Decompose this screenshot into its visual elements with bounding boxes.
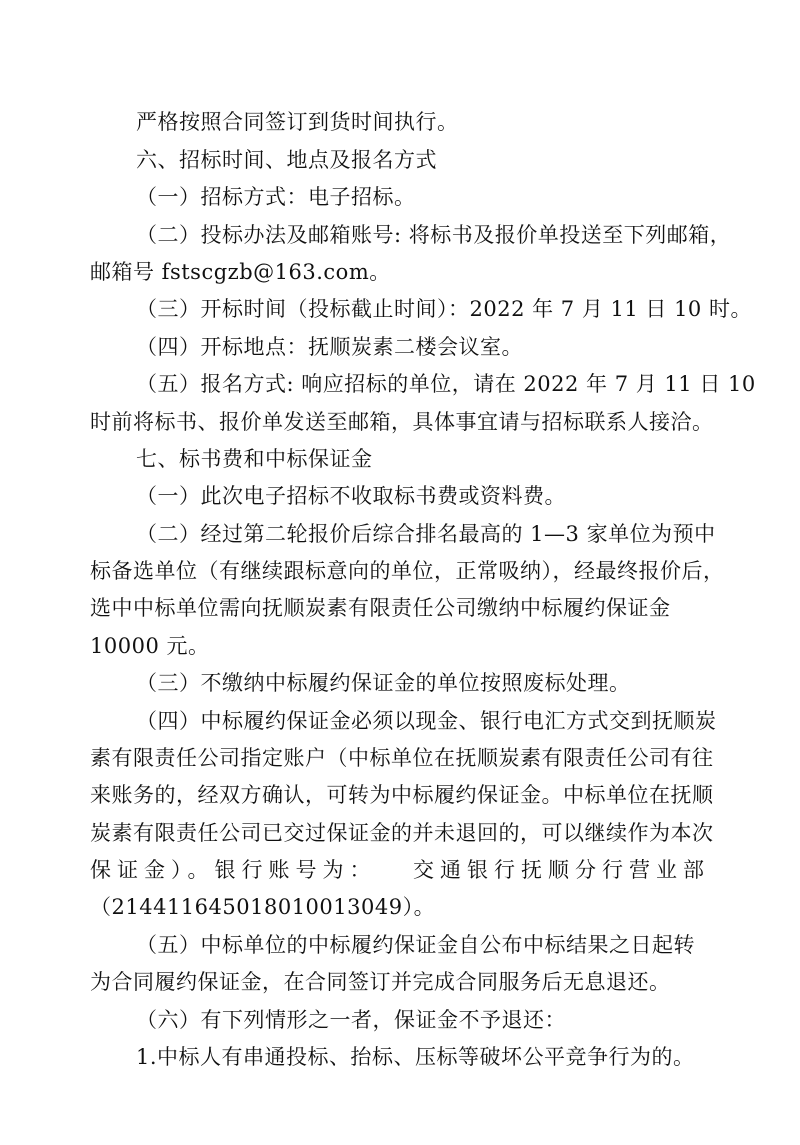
text-line: [90, 856, 710, 884]
section-heading: 六、招标时间、地点及报名方式: [136, 148, 437, 172]
text-line: 邮箱号 fstscgzb@163.com。: [90, 260, 391, 284]
text-line: 来账务的，经双方确认，可转为中标履约保证金。中标单位在抚顺: [90, 783, 714, 807]
text-line: （五）中标单位的中标履约保证金自公布中标结果之日起转: [136, 933, 695, 957]
text-line: （六）有下列情形之一者，保证金不予退还：: [136, 1008, 566, 1032]
text-line: （三）开标时间（投标截止时间）：2022 年 7 月 11 日 10 时。: [136, 297, 752, 321]
text-line: （21441164501801001​3049）。: [90, 895, 436, 919]
text-segment: 交通银行抚顺分行营业部: [413, 858, 710, 882]
text-line: 时前将标书、报价单发送至邮箱，具体事宜请与招标联系人接洽。: [90, 410, 714, 434]
text-line: （四）中标履约保证金必须以现金、银行电汇方式交到抚顺炭: [136, 709, 717, 733]
section-heading: 七、标书费和中标保证金: [136, 447, 373, 471]
text-line: （五）报名方式: 响应招标的单位，请在 2022 年 7 月 11 日 10: [136, 372, 756, 396]
text-line: （四）开标地点：抚顺炭素二楼会议室。: [136, 335, 523, 359]
text-line: （一）招标方式：电子招标。: [136, 185, 416, 209]
text-line: （二）经过第二轮报价后综合排名最高的 1—3 家单位为预中: [136, 522, 716, 546]
text-line: 严格按照合同签订到货时间执行。: [136, 110, 459, 134]
text-line: （二）投标办法及邮箱账号: 将标书及报价单投送至下列邮箱，: [136, 223, 732, 247]
text-line: 素有限责任公司指定账户（中标单位在抚顺炭素有限责任公司有往: [90, 746, 714, 770]
text-line: 炭素有限责任公司已交过保证金的并未退回的，可以继续作为本次: [90, 821, 714, 845]
text-line: 标备选单位（有继续跟标意向的单位，正常吸纳），经最终报价后，: [90, 559, 725, 583]
text-segment: 保证金）。银行账号为：: [90, 858, 377, 882]
text-line: 选中中标单位需向抚顺炭素有限责任公司缴纳中标履约保证金: [90, 596, 671, 620]
text-line: （一）此次电子招标不收取标书费或资料费。: [136, 484, 566, 508]
text-line: 为合同履约保证金，在合同签订并完成合同服务后无息退还。: [90, 970, 671, 994]
text-line: 10000 元。: [90, 634, 210, 658]
text-line: （三）不缴纳中标履约保证金的单位按照废标处理。: [136, 671, 631, 695]
text-line: 1.中标人有串通投标、抬标、压标等破坏公平竞争行为的。: [136, 1045, 695, 1069]
